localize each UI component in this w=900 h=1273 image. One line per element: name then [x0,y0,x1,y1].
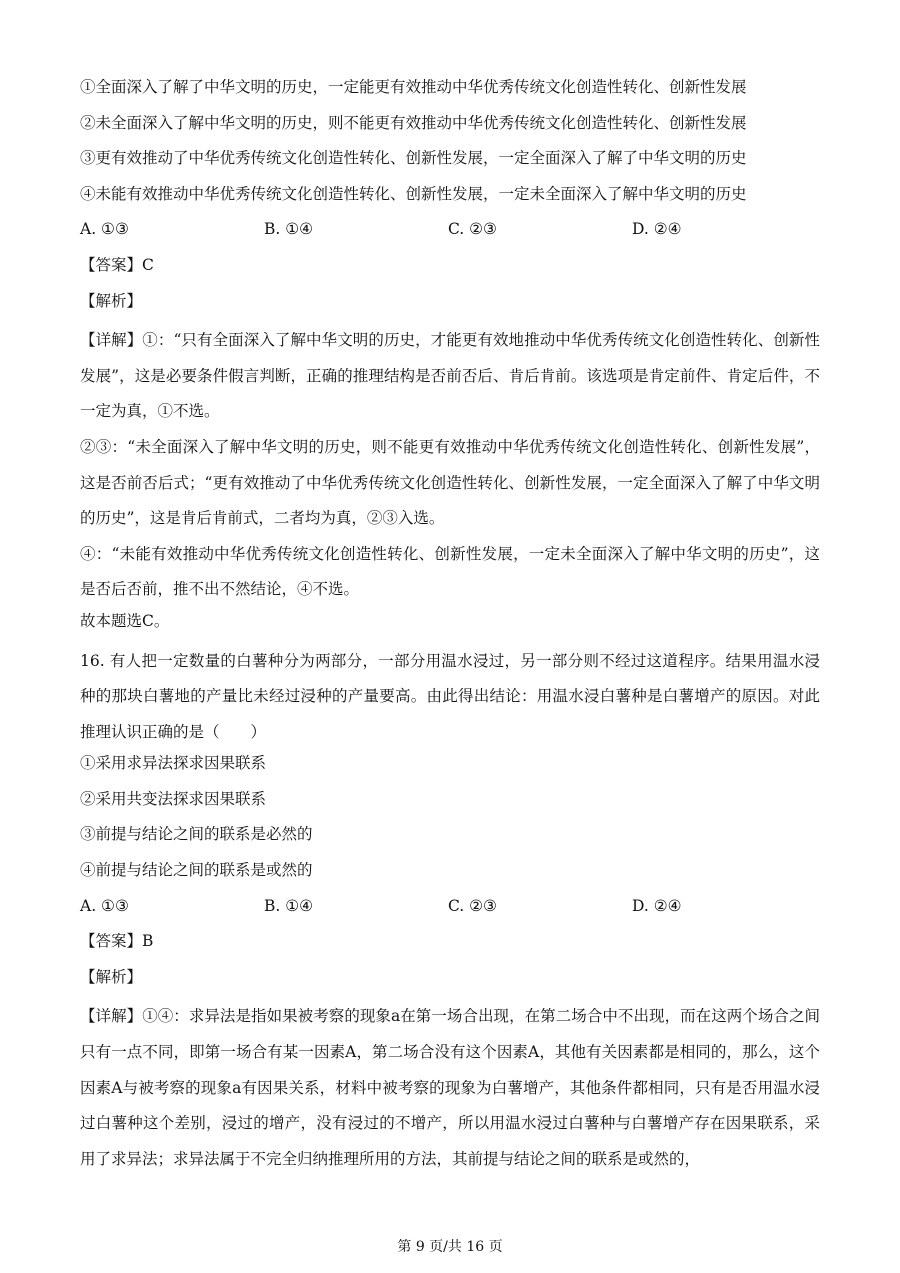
q15-options [80,216,820,252]
q16-statement-4: ④前提与结论之间的联系是或然的 [80,861,313,880]
q15-statement-2: ②未全面深入了解中华文明的历史，则不能更有效推动中华优秀传统文化创造性转化、创新性发展 [80,113,747,132]
document-page [80,74,820,1177]
q15-detail-1: 【详解】①：“只有全面深入了解中华文明的历史，才能更有效地推动中华优秀传统文化创造性转化、创新性发展”，这是必要条件假言判断，正确的推理结构是否前否后、肯后肯前。该选项是肯定前件、肯定后件，不一定为真，①不选。 [80,331,820,421]
q15-detail-3: ④：“未能有效推动中华优秀传统文化创造性转化、创新性发展，一定未全面深入了解中华文明的历史”，这是否后否前，推不出不然结论，④不选。 [80,544,820,599]
q16-detail-1: 【详解】①④：求异法是指如果被考察的现象a在第一场合出现，在第二场合中不出现，而在这两个场合之间只有一点不同，即第一场合有某一因素A，第二场合没有这个因素A，其他有关因素都是相同的，那么，这个因素A与被考察的现象a有因果关系，材料中被考察的现象为白薯增产，其他条件都相同，只有是否用温水浸过白薯种这个差别，浸过的增产，没有浸过的不增产，所以用温水浸过白薯种与白薯增产存在因果联系，采用了求异法；求异法属于不完全归纳推理所用的方法，其前提与结论之间的联系是或然的， [80,1007,820,1168]
q15-statement-1: ①全面深入了解了中华文明的历史，一定能更有效推动中华优秀传统文化创造性转化、创新性发展 [80,78,747,96]
q15-option-a: A. ①③ [80,220,129,239]
q16-option-c: C. ②③ [448,896,497,915]
q15-analysis-label: 【解析】 [80,291,143,310]
q15-option-d: D. ②④ [632,220,682,239]
q15-statement-3: ③更有效推动了中华优秀传统文化创造性转化、创新性发展，一定全面深入了解了中华文明的历史 [80,149,747,168]
q16-option-d: D. ②④ [632,896,682,915]
q15-statement-4: ④未能有效推动中华优秀传统文化创造性转化、创新性发展，一定未全面深入了解中华文明的历史 [80,184,747,203]
q15-answer: 【答案】C [80,255,154,274]
page-footer: 第 9 页/共 16 页 [397,1239,503,1255]
q16-stem: 16. 有人把一定数量的白薯种分为两部分，一部分用温水浸过，另一部分则不经过这道程序。结果用温水浸种的那块白薯地的产量比未经过浸种的产量要高。由此得出结论：用温水浸白薯种是白薯增产的原因。对此推理认识正确的是（ ） [80,651,820,741]
q16-analysis-label: 【解析】 [80,967,143,986]
q15-option-b: B. ①④ [264,220,314,239]
q15-option-c: C. ②③ [448,220,497,239]
q15-conclusion: 故本题选C。 [80,611,170,630]
q16-statement-2: ②采用共变法探求因果联系 [80,789,267,808]
q15-detail-2: ②③：“未全面深入了解中华文明的历史，则不能更有效推动中华优秀传统文化创造性转化、创新性发展”，这是否前否后式；“更有效推动了中华优秀传统文化创造性转化、创新性发展，一定全面深入了解了中华文明的历史”，这是肯后肯前式，二者均为真，②③入选。 [80,437,820,528]
q16-statement-3: ③前提与结论之间的联系是必然的 [80,825,313,844]
q16-options [80,893,820,929]
q16-option-a: A. ①③ [80,896,129,915]
q16-answer: 【答案】B [80,932,154,951]
q16-statement-1: ①采用求异法探求因果联系 [80,754,267,773]
q16-option-b: B. ①④ [264,896,314,915]
